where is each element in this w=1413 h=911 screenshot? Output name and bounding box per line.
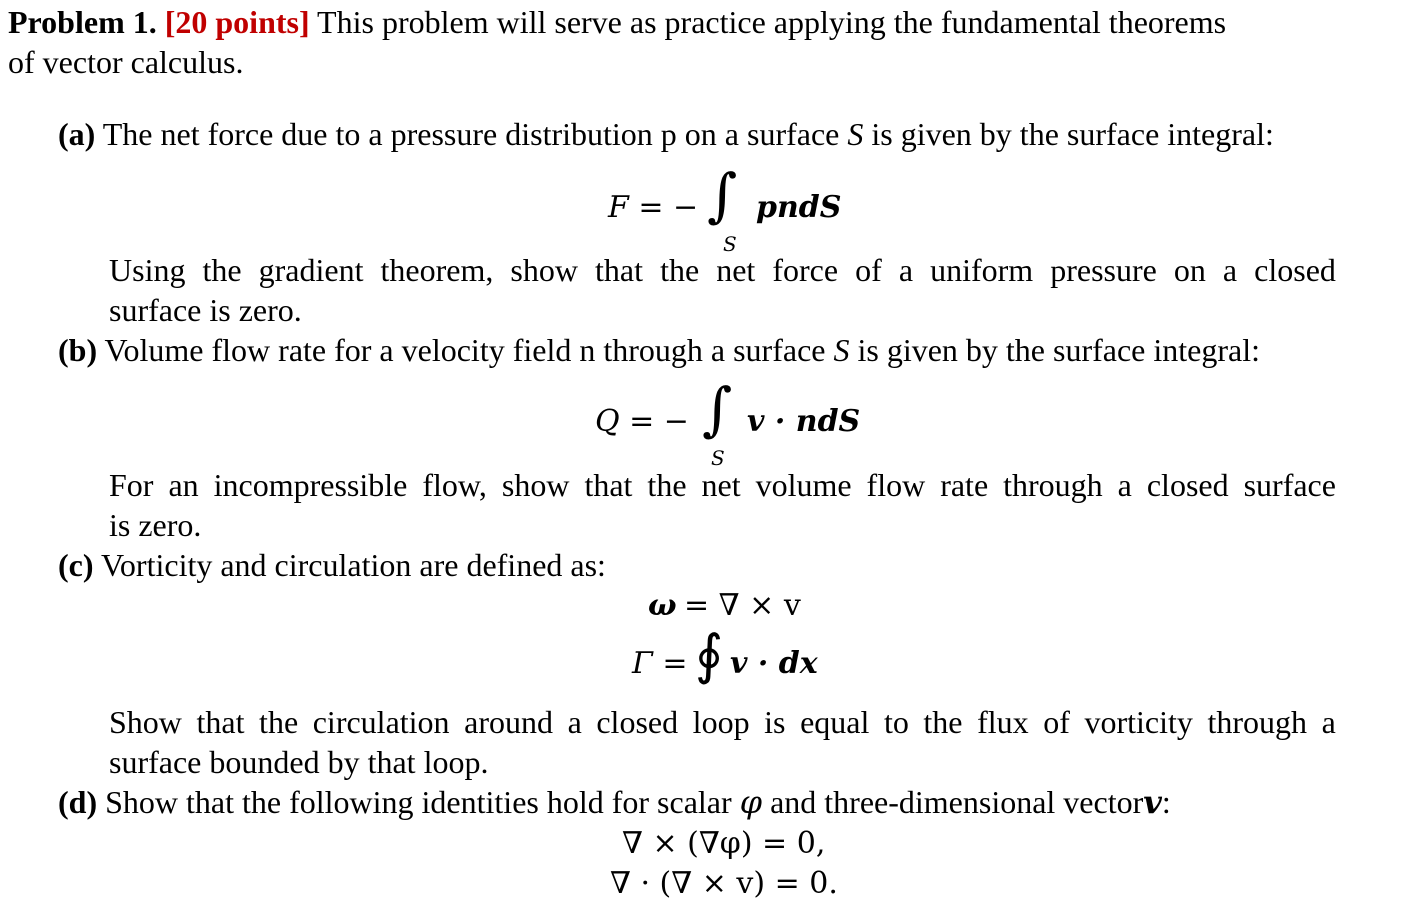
- contour-integral-sign: ∮: [695, 623, 724, 686]
- identity-divergence-of-curl: ∇ · (∇ × v) = 0.: [610, 866, 838, 901]
- part-c-label: (c): [58, 547, 94, 583]
- part-b-label: (b): [58, 332, 98, 368]
- part-c-text-line2: surface bounded by that loop.: [109, 744, 489, 780]
- integral-sign: ∫: [707, 161, 738, 229]
- part-a-label: (a): [58, 116, 96, 152]
- part-a-intro: (a) The net force due to a pressure distribution p on a surface S is given by the surface integral:: [58, 116, 1274, 152]
- points-label: [20 points]: [164, 4, 310, 40]
- problem-label: Problem 1.: [8, 4, 157, 40]
- integral-sign: ∫: [702, 375, 733, 443]
- part-a-integrand: pndS: [756, 190, 842, 225]
- part-b-integrand: v · ndS: [747, 404, 861, 439]
- vector-v-symbol: v: [1143, 783, 1162, 821]
- part-c-intro: (c) Vorticity and circulation are defined as:: [58, 547, 606, 583]
- problem-header-line1: [8, 6, 1226, 38]
- part-a-text-line1: Using the gradient theorem, show that the net force of a uniform pressure on a closed: [109, 252, 1336, 288]
- part-d-label: (d): [58, 784, 98, 820]
- integral-subscript: S: [723, 232, 737, 256]
- part-a-eq-lhs: F = −: [608, 190, 699, 225]
- part-a-text-line2: surface is zero.: [109, 292, 302, 328]
- omega-symbol: ω: [648, 588, 677, 623]
- part-b-text-line2: is zero.: [109, 507, 202, 543]
- part-c-text-line1: Show that the circulation around a closed loop is equal to the flux of vorticity through a: [109, 704, 1336, 740]
- part-b-intro: (b) Volume flow rate for a velocity field n through a surface S is given by the surface integral:: [58, 332, 1260, 368]
- part-d-intro: (d) Show that the following identities hold for scalar φ and three-dimensional vectorv:: [58, 783, 1171, 821]
- phi-symbol: φ: [739, 783, 763, 821]
- integral-subscript: S: [711, 446, 725, 470]
- identity-curl-of-gradient: ∇ × (∇φ) = 0,: [622, 826, 826, 861]
- problem-header-line2: of vector calculus.: [8, 44, 244, 80]
- part-b-eq-lhs: Q = −: [595, 404, 689, 439]
- curl-expression: = ∇ × v: [684, 588, 801, 623]
- gamma-lhs: Γ =: [632, 646, 688, 681]
- problem-intro: This problem will serve as practice applying the fundamental theorems: [317, 4, 1227, 40]
- circulation-integrand: v · dx: [730, 646, 818, 681]
- part-b-text-line1: For an incompressible flow, show that the net volume flow rate through a closed surface: [109, 467, 1336, 503]
